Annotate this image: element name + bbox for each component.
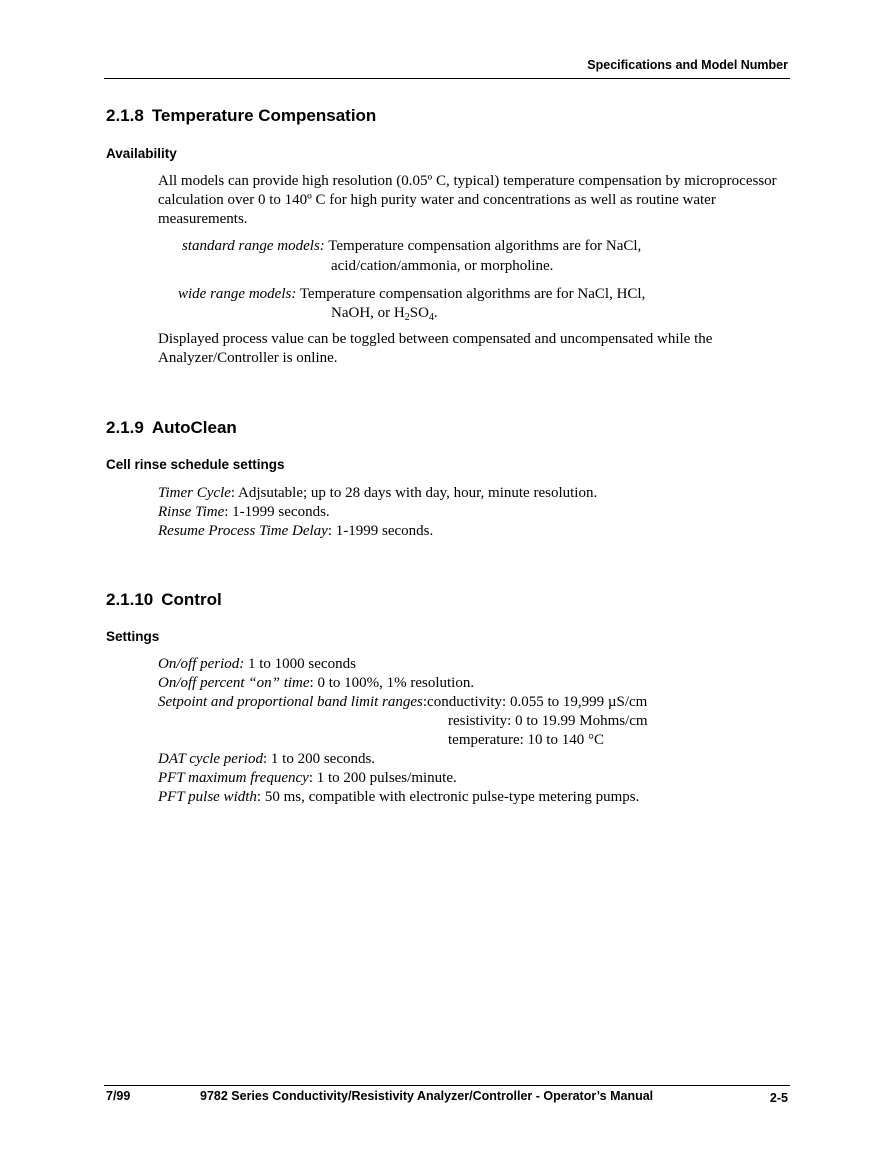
wide-range-chem-pre: NaOH, or H bbox=[331, 305, 405, 321]
range-continuation: temperature: 10 to 140 °C bbox=[448, 732, 604, 748]
standard-range-line-2: acid/cation/ammonia, or morpholine. bbox=[331, 258, 554, 274]
setting-label: Setpoint and proportional band limit ranges bbox=[158, 694, 423, 710]
wide-range-chem-mid: SO bbox=[409, 305, 429, 321]
footer-date: 7/99 bbox=[106, 1089, 131, 1103]
list-item bbox=[158, 522, 788, 541]
setting-value: : 1-1999 seconds. bbox=[327, 523, 434, 539]
setting-label: PFT maximum frequency bbox=[158, 770, 309, 786]
standard-range-label: standard range models: bbox=[182, 238, 325, 254]
list-item bbox=[158, 750, 788, 769]
subheading-availability: Availability bbox=[106, 146, 177, 161]
section-number: 2.1.10 bbox=[106, 590, 154, 609]
section-title: Control bbox=[161, 590, 222, 609]
setting-value: : 1-1999 seconds. bbox=[224, 504, 330, 520]
paragraph-temperature-intro: All models can provide high resolution (0.05º C, typical) temperature compensation by microprocessor calculation over 0 to 140º C for high purity water and concentrations as well as routine water measurements. bbox=[158, 173, 777, 227]
standard-range-line-1 bbox=[182, 237, 641, 256]
subheading-cell-rinse: Cell rinse schedule settings bbox=[106, 457, 285, 472]
paragraph-toggle-display: Displayed process value can be toggled between compensated and uncompensated while the Analyzer/Controller is online. bbox=[158, 331, 713, 366]
footer-rule bbox=[104, 1085, 790, 1086]
setting-value: 1 to 1000 seconds bbox=[244, 656, 356, 672]
running-header: Specifications and Model Number bbox=[587, 58, 788, 72]
list-item bbox=[158, 769, 788, 788]
list-item bbox=[158, 693, 788, 712]
autoclean-settings-list bbox=[158, 484, 788, 541]
footer-manual-title: 9782 Series Conductivity/Resistivity Analyzer/Controller - Operator’s Manual bbox=[200, 1089, 654, 1103]
section-number: 2.1.8 bbox=[106, 106, 144, 125]
subheading-settings: Settings bbox=[106, 629, 160, 644]
wide-range-label: wide range models: bbox=[178, 286, 297, 302]
setting-label: On/off percent “on” time bbox=[158, 675, 310, 691]
wide-range-line-2 bbox=[331, 304, 438, 323]
setting-value: : 1 to 200 pulses/minute. bbox=[308, 770, 457, 786]
wide-range-chem-post: . bbox=[433, 305, 438, 321]
footer-page-number: 2-5 bbox=[769, 1091, 788, 1105]
setting-value: : 1 to 200 seconds. bbox=[262, 751, 376, 767]
range-continuation: resistivity: 0 to 19.99 Mohms/cm bbox=[448, 713, 648, 729]
standard-range-text: Temperature compensation algorithms are for NaCl, bbox=[328, 238, 642, 254]
list-item bbox=[158, 503, 788, 522]
section-heading-temperature-compensation bbox=[106, 106, 376, 126]
list-item bbox=[158, 655, 788, 674]
section-title: Temperature Compensation bbox=[151, 106, 377, 125]
wide-range-text: Temperature compensation algorithms are for NaCl, HCl, bbox=[299, 286, 646, 302]
section-title: AutoClean bbox=[151, 418, 237, 437]
section-heading-control bbox=[106, 590, 222, 610]
control-settings-list bbox=[158, 655, 788, 807]
setting-label: PFT pulse width bbox=[158, 789, 257, 805]
setting-label: DAT cycle period bbox=[158, 751, 263, 767]
setting-label: Timer Cycle bbox=[158, 485, 231, 501]
list-item bbox=[158, 484, 788, 503]
list-item bbox=[158, 674, 788, 693]
setting-value: : 0 to 100%, 1% resolution. bbox=[309, 675, 475, 691]
section-number: 2.1.9 bbox=[106, 418, 144, 437]
setting-value: :conductivity: 0.055 to 19,999 µS/cm bbox=[422, 694, 648, 710]
setting-label: Resume Process Time Delay bbox=[158, 523, 328, 539]
list-item bbox=[158, 788, 788, 807]
section-heading-autoclean bbox=[106, 418, 237, 438]
setting-value: : 50 ms, compatible with electronic pulse-type metering pumps. bbox=[256, 789, 640, 805]
header-rule bbox=[104, 78, 790, 79]
subscript-4: 4 bbox=[428, 312, 434, 323]
subscript-2: 2 bbox=[404, 312, 410, 323]
setting-label: Rinse Time bbox=[158, 504, 225, 520]
setting-label: On/off period: bbox=[158, 656, 245, 672]
wide-range-line-1 bbox=[178, 285, 645, 304]
setting-value: : Adjsutable; up to 28 days with day, hour, minute resolution. bbox=[230, 485, 598, 501]
